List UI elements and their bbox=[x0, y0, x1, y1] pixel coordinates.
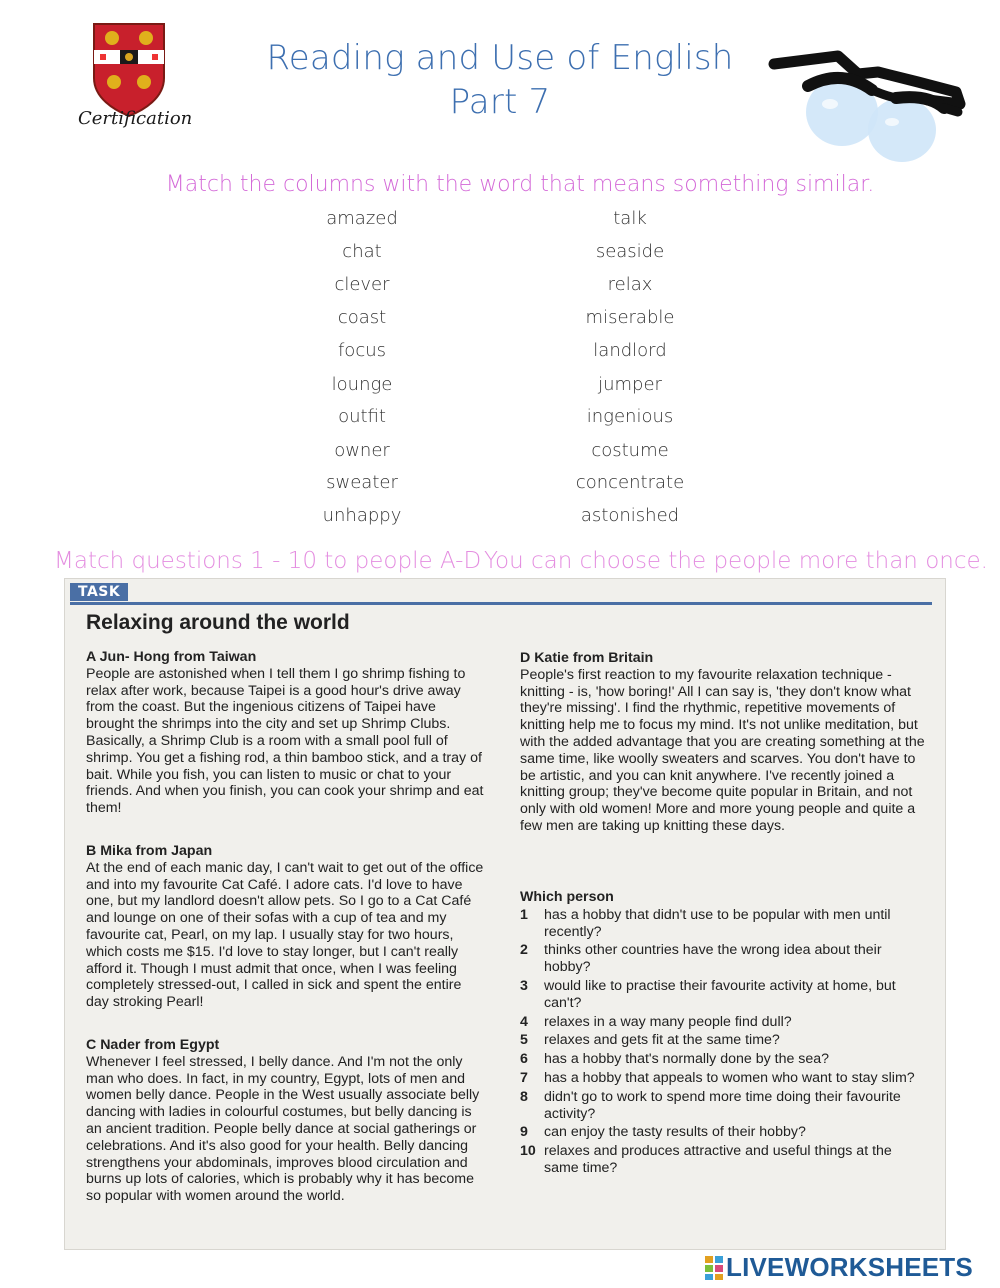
question-number: 4 bbox=[520, 1013, 528, 1030]
person-b-text: At the end of each manic day, I can't wait to get out of the office and into my favourite Cat Café. I adore cats. I'd love to have one, but my landlord doesn't allow pets. So I go to a Cat Café and lounge on one of their sofas with a cup of tea and my favourite cat, Pearl, on my lap. I usually stay for two hours, which costs me $15. I'd love to stay longer, but I can't really afford it. Though I must admit that once, when I was feeling completely stressed-out, I called in sick and spent the entire day stroking Pearl! bbox=[86, 859, 484, 1011]
question-item bbox=[520, 1032, 930, 1049]
person-b-name: B Mika from Japan bbox=[86, 843, 213, 859]
word-right[interactable]: astonished bbox=[580, 505, 680, 526]
word-left[interactable]: unhappy bbox=[322, 505, 402, 526]
question-text: relaxes and gets fit at the same time? bbox=[544, 1032, 780, 1049]
liveworksheets-footer[interactable] bbox=[704, 1252, 973, 1283]
question-item bbox=[520, 942, 930, 976]
instruction-match-questions: Match questions 1 - 10 to people A-D bbox=[54, 548, 482, 574]
word-left[interactable]: focus bbox=[337, 340, 387, 361]
question-item bbox=[520, 1143, 930, 1177]
questions-list bbox=[520, 889, 930, 1179]
word-left[interactable]: coast bbox=[337, 307, 387, 328]
task-tab-label: TASK bbox=[70, 583, 128, 601]
question-item bbox=[520, 1051, 930, 1068]
question-text: has a hobby that appeals to women who want to stay slim? bbox=[544, 1069, 915, 1086]
person-d-text: People's first reaction to my favourite relaxation technique - knitting - is, 'how boring!' All I can say is, 'they don't know what they're missing'. I find the rhythmic, repetitive movements of knitting help me to focus my mind. It's not unlike meditation, but with the added advantage that you are creating something at the same time, like woolly sweaters and scarves. You don't have to be artistic, and you can knit anywhere. I've recently joined a knitting group; they've become quite popular in Britain, and not only with old women! More and more young people and quite a few men are taking up knitting these days. bbox=[520, 666, 925, 834]
glasses-icon bbox=[768, 42, 966, 168]
person-b-section bbox=[86, 843, 486, 1011]
person-c-text: Whenever I feel stressed, I belly dance. And I'm not the only man who does. In fact, in my country, Egypt, lots of men and women belly dance. People in the West usually associate belly dancing with ladies in colourful costumes, but belly dancing is an ancient tradition. People belly dance at social gatherings or celebrations. And it's also good for your health. Belly dancing strengthens your abdominals, improves blood circulation and burns up lots of calories, which is probably why it has become so popular with women around the world. bbox=[86, 1053, 480, 1205]
question-text: didn't go to work to spend more time doing their favourite activity? bbox=[544, 1088, 901, 1122]
question-item bbox=[520, 978, 930, 1012]
question-number: 5 bbox=[520, 1032, 528, 1049]
word-left[interactable]: sweater bbox=[326, 472, 398, 493]
question-text: would like to practise their favourite activity at home, but can't? bbox=[544, 977, 896, 1011]
question-number: 2 bbox=[520, 942, 528, 959]
word-left[interactable]: outfit bbox=[338, 406, 386, 427]
word-right[interactable]: jumper bbox=[598, 374, 662, 395]
liveworksheets-logo-icon bbox=[704, 1255, 724, 1281]
word-right[interactable]: concentrate bbox=[575, 472, 685, 493]
certification-label: Certification bbox=[78, 108, 193, 129]
word-right[interactable]: miserable bbox=[585, 307, 675, 328]
word-right[interactable]: talk bbox=[613, 208, 647, 229]
liveworksheets-brand: LIVEWORKSHEETS bbox=[726, 1252, 973, 1282]
person-a-section bbox=[86, 649, 486, 817]
question-text: thinks other countries have the wrong idea about their hobby? bbox=[544, 942, 882, 976]
word-right[interactable]: relax bbox=[607, 274, 653, 295]
question-text: has a hobby that didn't use to be popular with men until recently? bbox=[544, 906, 891, 940]
question-item bbox=[520, 1089, 930, 1123]
word-left[interactable]: clever bbox=[334, 274, 390, 295]
question-number: 10 bbox=[520, 1143, 536, 1160]
question-number: 9 bbox=[520, 1124, 528, 1141]
question-text: can enjoy the tasty results of their hobby? bbox=[544, 1124, 806, 1141]
word-right[interactable]: costume bbox=[591, 440, 669, 461]
person-a-text: People are astonished when I tell them I go shrimp fishing to relax after work, because Taipei is a good hour's drive away from the coast. But the ingenious citizens of Taipei have brought the shrimps into the city and set up Shrimp Clubs. Basically, a Shrimp Club is a room with a small pool full of shrimp. You get a fishing rod, a thin bamboo stick, and a tray of bait. While you fish, you can listen to music or chat to your friends. And when you finish, you can cook your shrimp and eat them! bbox=[86, 665, 484, 817]
word-left[interactable]: chat bbox=[342, 241, 382, 262]
person-a-name: A Jun- Hong from Taiwan bbox=[86, 649, 257, 665]
question-number: 7 bbox=[520, 1069, 528, 1086]
question-text: relaxes and produces attractive and useful things at the same time? bbox=[544, 1143, 892, 1176]
question-number: 6 bbox=[520, 1051, 528, 1068]
question-item bbox=[520, 1014, 930, 1031]
person-d-section bbox=[520, 650, 926, 835]
instruction-match-columns: Match the columns with the word that means something similar. bbox=[165, 172, 875, 197]
question-item bbox=[520, 907, 930, 941]
word-right[interactable]: landlord bbox=[593, 340, 667, 361]
question-number: 1 bbox=[520, 906, 528, 923]
question-text: has a hobby that's normally done by the sea? bbox=[544, 1051, 830, 1068]
word-right[interactable]: ingenious bbox=[586, 406, 674, 427]
word-left[interactable]: amazed bbox=[326, 208, 398, 229]
question-number: 3 bbox=[520, 977, 528, 994]
question-number: 8 bbox=[520, 1088, 528, 1105]
word-left[interactable]: lounge bbox=[331, 374, 393, 395]
person-d-name: D Katie from Britain bbox=[520, 650, 654, 666]
page-subtitle: Part 7 bbox=[449, 82, 551, 122]
person-c-name: C Nader from Egypt bbox=[86, 1037, 220, 1053]
instruction-choose-more-than-once: You can choose the people more than once. bbox=[484, 548, 988, 574]
task-title: Relaxing around the world bbox=[86, 611, 350, 634]
word-right[interactable]: seaside bbox=[595, 241, 665, 262]
question-item bbox=[520, 1124, 930, 1141]
page-title: Reading and Use of English bbox=[266, 38, 734, 78]
task-header-rule bbox=[70, 602, 932, 605]
question-item bbox=[520, 1070, 930, 1087]
question-text: relaxes in a way many people find dull? bbox=[544, 1013, 792, 1030]
word-left[interactable]: owner bbox=[334, 440, 390, 461]
questions-heading: Which person bbox=[520, 889, 614, 905]
person-c-section bbox=[86, 1037, 486, 1205]
